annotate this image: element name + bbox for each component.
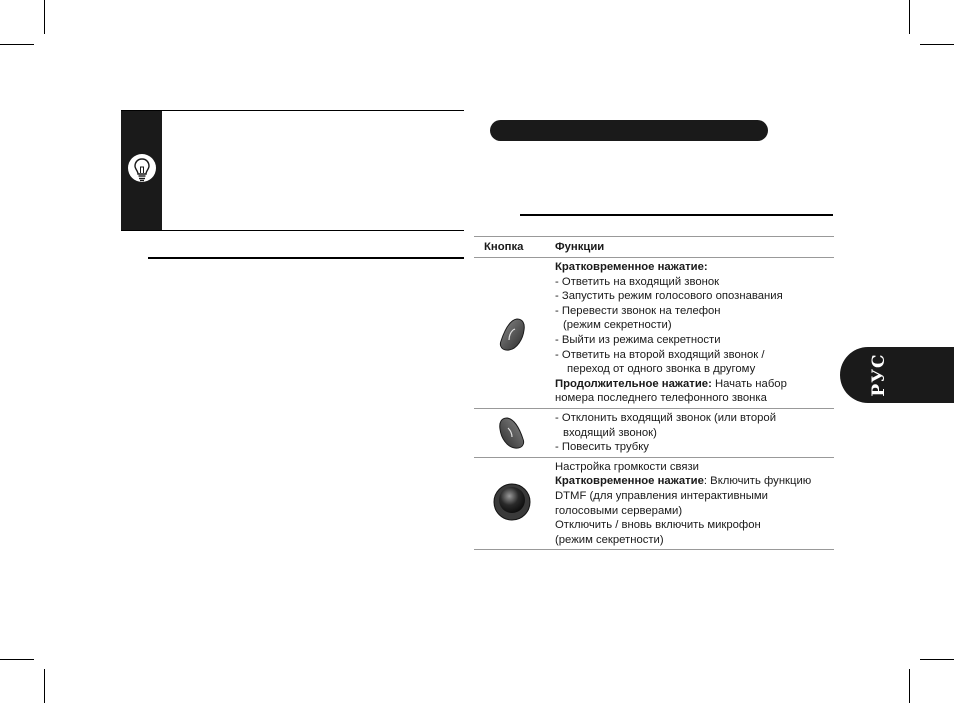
column-header-button: Кнопка <box>474 237 550 258</box>
function-line: - Выйти из режима секретности <box>555 333 721 346</box>
table-row <box>474 258 834 409</box>
functions-cell <box>550 408 834 457</box>
table-row <box>474 408 834 457</box>
function-line: - Ответить на входящий звонок <box>555 275 720 288</box>
function-line: Кратковременное нажатие: Включить функцию <box>555 475 812 488</box>
crop-mark <box>920 659 954 660</box>
button-cell <box>474 457 550 550</box>
function-line: Настройка громкости связи <box>555 460 699 473</box>
function-line: - Перевести звонок на телефон <box>555 304 721 317</box>
crop-mark <box>909 0 910 34</box>
function-line: Отключить / вновь включить микрофон <box>555 519 761 532</box>
button-cell <box>474 258 550 409</box>
call-end-button-icon <box>497 416 527 450</box>
crop-mark <box>0 44 34 45</box>
crop-mark <box>920 44 954 45</box>
function-line: переход от одного звонка в другому <box>567 363 756 376</box>
crop-mark <box>909 669 910 703</box>
function-line: (режим секретности) <box>555 533 664 546</box>
crop-mark <box>0 659 34 660</box>
function-line: - Ответить на второй входящий звонок / <box>555 348 765 361</box>
function-line: Продолжительное нажатие: Начать набор <box>555 377 787 390</box>
column-header-functions: Функции <box>550 237 834 258</box>
section-rule <box>520 214 833 216</box>
function-line: входящий звонок) <box>563 426 657 439</box>
tip-strip <box>121 111 162 230</box>
crop-mark <box>44 669 45 703</box>
function-line: - Повесить трубку <box>555 441 649 454</box>
function-line: (режим секретности) <box>563 319 672 332</box>
function-line: - Запустить режим голосового опознавания <box>555 290 783 303</box>
function-line: номера последнего телефонного звонка <box>555 392 767 405</box>
function-line: DTMF (для управления интерактивными <box>555 489 768 502</box>
lightbulb-icon <box>127 153 157 187</box>
section-heading-bar <box>490 120 768 141</box>
functions-cell <box>550 258 834 409</box>
language-tab <box>840 347 954 403</box>
volume-joystick-icon <box>492 481 532 521</box>
button-cell <box>474 408 550 457</box>
table-header-row <box>474 237 834 258</box>
language-tab-label: РУС <box>869 353 889 397</box>
section-rule <box>148 257 464 259</box>
table-row <box>474 457 834 550</box>
call-answer-button-icon <box>497 317 527 353</box>
function-line: - Отклонить входящий звонок (или второй <box>555 411 777 424</box>
button-functions-table <box>474 236 834 550</box>
function-line: голосовыми серверами) <box>555 504 683 517</box>
functions-cell <box>550 457 834 550</box>
tip-box <box>121 110 464 231</box>
function-line: Кратковременное нажатие: <box>555 261 708 273</box>
crop-mark <box>44 0 45 34</box>
